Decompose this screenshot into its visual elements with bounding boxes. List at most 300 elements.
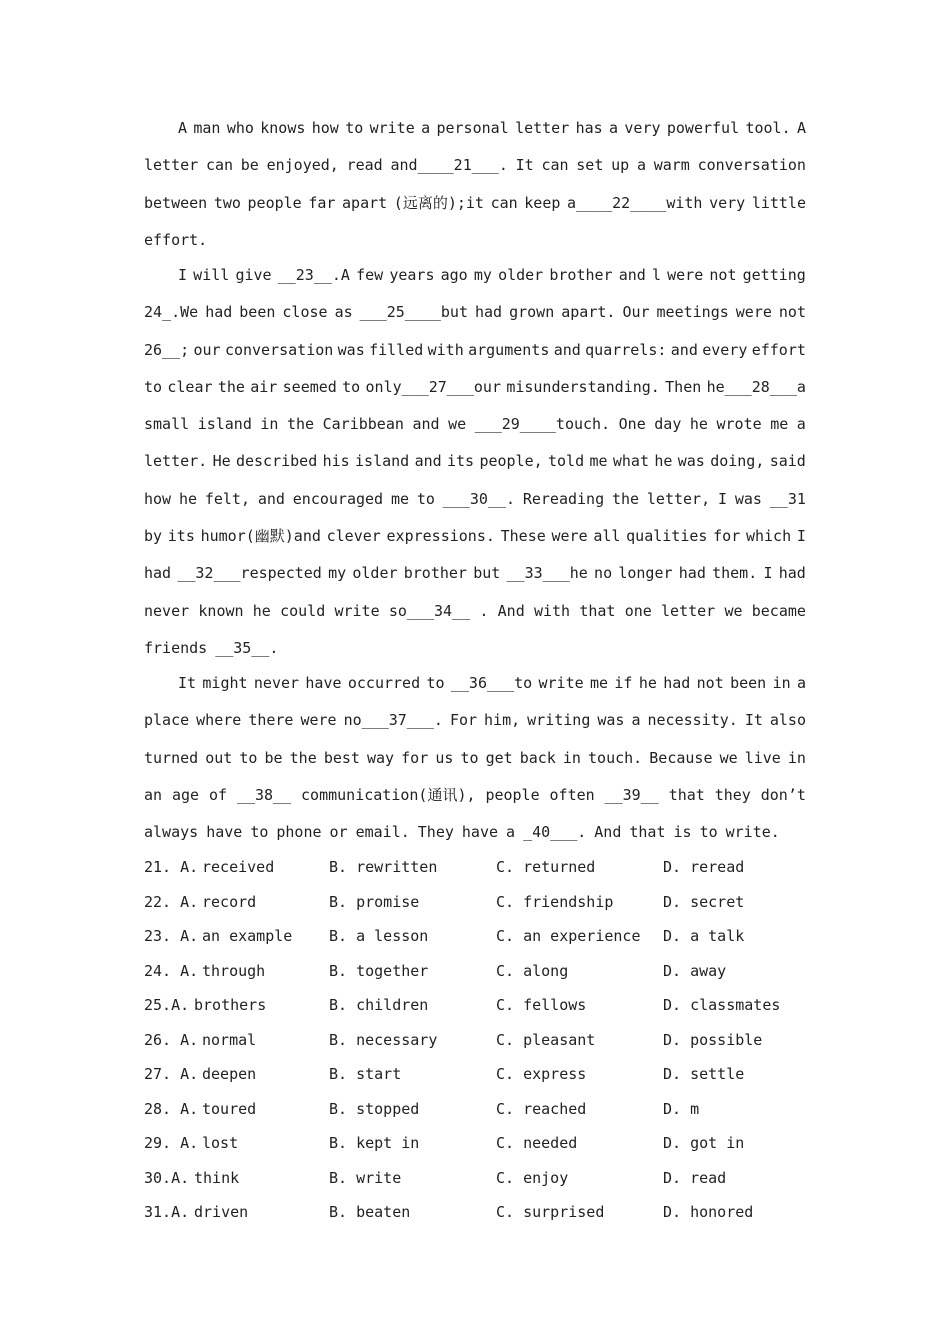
word: to bbox=[144, 377, 163, 396]
word: letter bbox=[661, 601, 716, 620]
word: I bbox=[717, 489, 727, 508]
passage-line bbox=[144, 222, 806, 259]
word: felt, bbox=[204, 489, 250, 508]
option-b: B. start bbox=[329, 1065, 402, 1083]
word: had bbox=[475, 303, 503, 322]
word: our bbox=[193, 340, 221, 359]
word: For bbox=[449, 711, 478, 730]
passage-line bbox=[144, 665, 806, 702]
word: older bbox=[352, 564, 398, 583]
word: and bbox=[553, 340, 581, 359]
word: we bbox=[448, 415, 467, 434]
passage-line bbox=[144, 257, 806, 294]
word: was bbox=[677, 452, 705, 471]
option-a: deepen bbox=[202, 1065, 257, 1083]
word: air bbox=[250, 377, 278, 396]
passage-line bbox=[144, 185, 806, 222]
word: they bbox=[714, 785, 751, 804]
word: an bbox=[144, 785, 163, 804]
word: __33___he bbox=[506, 564, 588, 583]
word: getting bbox=[742, 266, 806, 284]
word: in bbox=[772, 674, 791, 692]
word: letter bbox=[515, 119, 570, 137]
word: him, bbox=[484, 711, 521, 730]
word: small bbox=[144, 415, 190, 434]
word: and bbox=[257, 489, 285, 508]
option-row bbox=[144, 1100, 806, 1120]
word: He bbox=[212, 452, 231, 471]
passage-line bbox=[144, 518, 806, 555]
word: day bbox=[654, 415, 682, 434]
option-a: lost bbox=[202, 1134, 239, 1152]
word: to bbox=[416, 489, 435, 508]
word: have bbox=[461, 823, 499, 842]
word: in bbox=[260, 415, 279, 434]
option-a: through bbox=[202, 961, 266, 980]
option-row bbox=[144, 1203, 806, 1223]
word: often bbox=[549, 785, 595, 804]
word: __36___to bbox=[450, 674, 533, 692]
word: It bbox=[178, 674, 197, 692]
word: friends bbox=[144, 638, 208, 657]
word: told bbox=[548, 452, 585, 471]
word: not bbox=[696, 674, 724, 692]
passage-paragraph-1 bbox=[144, 110, 806, 259]
word: to bbox=[239, 748, 258, 767]
word: been bbox=[730, 674, 767, 692]
option-row bbox=[144, 962, 806, 982]
word: ago bbox=[440, 266, 468, 284]
word: give bbox=[235, 266, 272, 284]
word: powerful bbox=[666, 119, 740, 137]
word: effort. bbox=[144, 230, 208, 249]
word: my bbox=[473, 266, 492, 284]
option-d: D. read bbox=[663, 1168, 727, 1187]
word: to bbox=[345, 119, 364, 137]
word: he bbox=[654, 452, 673, 471]
word: A bbox=[178, 119, 188, 137]
option-number: 27. A. bbox=[144, 1065, 199, 1083]
word: not bbox=[709, 266, 737, 284]
word: email. bbox=[355, 823, 410, 842]
word: writing bbox=[527, 711, 591, 730]
word: write. bbox=[725, 823, 780, 842]
word: had bbox=[144, 564, 172, 583]
word: his bbox=[322, 452, 350, 471]
option-c: C. along bbox=[496, 961, 569, 980]
option-number: 22. A. bbox=[144, 892, 199, 911]
word: with bbox=[533, 601, 571, 620]
option-c: C. express bbox=[496, 1065, 587, 1083]
word: between bbox=[144, 193, 208, 212]
option-number: 31.A. bbox=[144, 1203, 190, 1221]
word: where bbox=[196, 711, 242, 730]
word: how bbox=[144, 489, 172, 508]
word: there bbox=[248, 711, 294, 730]
option-c: C. needed bbox=[496, 1134, 578, 1152]
word: no___37___. bbox=[343, 711, 443, 730]
word: apart bbox=[342, 193, 388, 212]
word: ___25____but bbox=[359, 303, 468, 322]
word: had bbox=[663, 674, 691, 692]
word: we bbox=[724, 601, 743, 620]
word: ___29____touch. bbox=[474, 415, 611, 434]
word: to bbox=[699, 823, 718, 842]
word: had bbox=[205, 303, 233, 322]
word: had bbox=[678, 564, 706, 583]
word: that bbox=[668, 785, 705, 804]
word: letter, bbox=[646, 489, 711, 508]
option-a: toured bbox=[202, 1099, 257, 1118]
word: place bbox=[144, 711, 190, 730]
word: said bbox=[769, 452, 806, 471]
word: clear bbox=[167, 377, 213, 396]
word: brother bbox=[403, 564, 467, 583]
word: if bbox=[614, 674, 633, 692]
word: up bbox=[611, 156, 630, 175]
word: write bbox=[334, 601, 380, 620]
word: _40___. bbox=[523, 823, 587, 842]
passage-line bbox=[144, 593, 806, 630]
word: or bbox=[329, 823, 348, 842]
word: he bbox=[638, 674, 657, 692]
option-number: 24. A. bbox=[144, 961, 199, 980]
option-number: 30.A. bbox=[144, 1168, 190, 1187]
word: touch. bbox=[588, 748, 643, 767]
word: I bbox=[763, 564, 773, 583]
option-row bbox=[144, 1134, 806, 1154]
word: encouraged bbox=[292, 489, 384, 508]
word: been bbox=[239, 303, 276, 322]
option-c: C. friendship bbox=[496, 892, 614, 911]
word: effort bbox=[751, 340, 806, 359]
option-row bbox=[144, 996, 806, 1016]
word: a bbox=[506, 823, 516, 842]
word: arguments bbox=[468, 340, 550, 359]
option-d: D. m bbox=[663, 1099, 700, 1118]
word: also bbox=[769, 711, 806, 730]
word: always bbox=[144, 823, 199, 842]
word: It bbox=[515, 156, 534, 175]
word: of bbox=[208, 785, 228, 804]
option-b: B. a lesson bbox=[329, 927, 429, 945]
option-a: normal bbox=[202, 1030, 257, 1049]
passage-line bbox=[144, 369, 806, 406]
word: he___28___a bbox=[706, 377, 806, 396]
word: live bbox=[744, 748, 781, 767]
word: to bbox=[250, 823, 269, 842]
word: for bbox=[401, 748, 429, 767]
word: a bbox=[631, 711, 641, 730]
word: island bbox=[355, 452, 410, 471]
word: had bbox=[778, 564, 806, 583]
word: I bbox=[796, 527, 806, 546]
word: out bbox=[205, 748, 233, 767]
option-d: D. away bbox=[663, 961, 727, 980]
word: island bbox=[197, 415, 252, 434]
word: Then bbox=[665, 377, 702, 396]
passage-line bbox=[144, 740, 806, 777]
word: expressions. bbox=[386, 527, 495, 546]
option-d: D. got in bbox=[663, 1134, 745, 1152]
passage-line bbox=[144, 406, 806, 443]
word: me bbox=[770, 415, 789, 434]
passage-line bbox=[144, 294, 806, 331]
option-d: D. settle bbox=[663, 1065, 745, 1083]
word: back bbox=[519, 748, 556, 767]
word: enjoyed, bbox=[266, 156, 339, 175]
word: way bbox=[367, 748, 395, 767]
option-a: record bbox=[202, 892, 257, 911]
word: __31 bbox=[769, 489, 806, 508]
option-b: B. write bbox=[329, 1168, 402, 1187]
word: he bbox=[178, 489, 197, 508]
word: its bbox=[167, 527, 195, 546]
passage-line bbox=[144, 702, 806, 739]
word: to bbox=[460, 748, 479, 767]
word: read bbox=[346, 156, 383, 175]
word: Caribbean bbox=[322, 415, 404, 434]
option-a: think bbox=[194, 1168, 240, 1187]
word: my bbox=[328, 564, 347, 583]
option-row bbox=[144, 927, 806, 947]
option-number: 25.A. bbox=[144, 996, 190, 1014]
word: not bbox=[778, 303, 806, 322]
word: people, bbox=[479, 452, 543, 471]
word: very bbox=[709, 193, 746, 212]
word: close bbox=[282, 303, 328, 322]
word: and bbox=[414, 452, 442, 471]
word: Rereading bbox=[522, 489, 605, 508]
word: the bbox=[289, 748, 317, 767]
word: . bbox=[479, 601, 489, 620]
word: to bbox=[342, 377, 361, 396]
word: brother bbox=[549, 266, 613, 284]
word: as bbox=[334, 303, 353, 322]
passage-paragraph-2 bbox=[144, 257, 806, 667]
word: never bbox=[144, 601, 190, 620]
passage-line bbox=[144, 147, 806, 184]
word: be bbox=[240, 156, 259, 175]
word: became bbox=[751, 601, 806, 620]
word: one bbox=[624, 601, 652, 620]
word: will bbox=[193, 266, 230, 284]
word: we bbox=[719, 748, 738, 767]
word: that bbox=[629, 823, 666, 842]
word: man bbox=[193, 119, 221, 137]
word: knows bbox=[260, 119, 306, 137]
word: is bbox=[673, 823, 692, 842]
word: only___27___our bbox=[365, 377, 501, 396]
word: so___34__ bbox=[388, 601, 471, 620]
word: personal bbox=[436, 119, 509, 137]
word: letter. bbox=[144, 452, 208, 471]
word: years bbox=[389, 266, 435, 284]
option-number: 26. A. bbox=[144, 1030, 199, 1049]
word: but bbox=[473, 564, 501, 583]
option-number: 21. A. bbox=[144, 858, 199, 876]
word: few bbox=[356, 266, 384, 284]
word: them. bbox=[712, 564, 758, 583]
word: __39__ bbox=[604, 785, 659, 804]
word: me bbox=[590, 674, 609, 692]
word: seemed bbox=[282, 377, 337, 396]
word: It bbox=[744, 711, 763, 730]
option-b: B. rewritten bbox=[329, 858, 438, 876]
word: a bbox=[796, 415, 806, 434]
word: people bbox=[485, 785, 540, 804]
word: that bbox=[579, 601, 616, 620]
word: necessity. bbox=[647, 711, 738, 730]
word: occurred bbox=[347, 674, 421, 692]
word: longer bbox=[618, 564, 673, 583]
word: for bbox=[713, 527, 741, 546]
passage-paragraph-3 bbox=[144, 665, 806, 851]
word: he bbox=[689, 415, 708, 434]
passage-line bbox=[144, 777, 806, 814]
word: ___30__. bbox=[442, 489, 515, 508]
option-row bbox=[144, 1169, 806, 1189]
word: the bbox=[611, 489, 640, 508]
word: letter bbox=[144, 156, 199, 175]
word: were bbox=[551, 527, 588, 546]
word: little bbox=[751, 193, 806, 212]
word: And bbox=[594, 823, 622, 842]
passage-line bbox=[144, 443, 806, 480]
word: One bbox=[618, 415, 646, 434]
option-d: D. honored bbox=[663, 1203, 754, 1221]
word: and bbox=[670, 340, 698, 359]
option-number: 29. A. bbox=[144, 1134, 199, 1152]
word: with bbox=[427, 340, 464, 359]
word: l bbox=[651, 266, 661, 284]
word: And bbox=[497, 601, 525, 620]
word: clever bbox=[326, 527, 381, 546]
word: filled bbox=[369, 340, 424, 359]
word: its bbox=[447, 452, 475, 471]
word: to bbox=[426, 674, 445, 692]
word: have bbox=[206, 823, 243, 842]
word: in bbox=[787, 748, 806, 767]
word: never bbox=[253, 674, 300, 692]
word: and____21___. bbox=[390, 156, 508, 175]
option-c: C. enjoy bbox=[496, 1168, 569, 1187]
word: can bbox=[490, 193, 518, 212]
word: which bbox=[745, 527, 792, 546]
word: the bbox=[287, 415, 315, 434]
word: 24_.We bbox=[144, 303, 199, 322]
word: tool. bbox=[745, 119, 791, 137]
word: be bbox=[264, 748, 283, 767]
word: phone bbox=[276, 823, 322, 842]
option-a: brothers bbox=[194, 996, 267, 1014]
word: qualities bbox=[626, 527, 708, 546]
option-number: 28. A. bbox=[144, 1099, 199, 1118]
option-d: D. a talk bbox=[663, 927, 745, 945]
word: humor(幽默)and bbox=[200, 527, 321, 546]
option-c: C. an experience bbox=[496, 927, 641, 945]
option-c: C. returned bbox=[496, 858, 596, 876]
option-row bbox=[144, 893, 806, 913]
word: doing, bbox=[710, 452, 765, 471]
word: apart. bbox=[561, 303, 616, 322]
passage-line bbox=[144, 630, 806, 667]
word: __35__. bbox=[215, 638, 279, 657]
option-number: 23. A. bbox=[144, 927, 199, 945]
word: set bbox=[576, 156, 604, 175]
word: in bbox=[562, 748, 581, 767]
word: have bbox=[305, 674, 342, 692]
word: was bbox=[597, 711, 625, 730]
word: described bbox=[235, 452, 318, 471]
option-a: an example bbox=[202, 927, 293, 945]
word: all bbox=[593, 527, 621, 546]
option-d: D. reread bbox=[663, 858, 745, 876]
word: __38__ bbox=[236, 785, 292, 804]
word: a bbox=[421, 119, 431, 137]
word: __23__.A bbox=[277, 266, 350, 284]
option-a: driven bbox=[194, 1203, 249, 1221]
word: has bbox=[575, 119, 603, 137]
word: and bbox=[618, 266, 646, 284]
word: a bbox=[636, 156, 646, 175]
word: who bbox=[226, 119, 254, 137]
word: write bbox=[538, 674, 584, 692]
option-d: D. classmates bbox=[663, 996, 781, 1014]
option-b: B. children bbox=[329, 996, 429, 1014]
word: two bbox=[213, 193, 241, 212]
word: was bbox=[734, 489, 762, 508]
option-a: received bbox=[202, 858, 275, 876]
word: A bbox=[796, 119, 806, 137]
word: by bbox=[144, 527, 163, 546]
option-c: C. reached bbox=[496, 1099, 587, 1118]
passage-line bbox=[144, 814, 806, 851]
passage-line bbox=[144, 481, 806, 518]
word: don’t bbox=[760, 785, 806, 804]
word: quarrels: bbox=[585, 340, 667, 359]
word: can bbox=[205, 156, 234, 175]
word: were bbox=[667, 266, 704, 284]
word: warm bbox=[653, 156, 690, 175]
word: could bbox=[280, 601, 326, 620]
word: wrote bbox=[716, 415, 762, 434]
word: These bbox=[500, 527, 546, 546]
word: a____22____with bbox=[567, 193, 703, 212]
word: They bbox=[417, 823, 454, 842]
word: (远离的);it bbox=[393, 193, 484, 212]
option-row bbox=[144, 1031, 806, 1051]
option-b: B. necessary bbox=[329, 1030, 438, 1049]
word: far bbox=[308, 193, 336, 212]
passage-line bbox=[144, 555, 806, 592]
word: what bbox=[612, 452, 649, 471]
option-b: B. together bbox=[329, 961, 429, 980]
option-c: C. fellows bbox=[496, 996, 587, 1014]
word: people bbox=[247, 193, 302, 212]
option-row bbox=[144, 1065, 806, 1085]
word: he bbox=[252, 601, 271, 620]
word: age bbox=[171, 785, 200, 804]
word: were bbox=[300, 711, 337, 730]
passage-line bbox=[144, 332, 806, 369]
word: how bbox=[311, 119, 339, 137]
word: no bbox=[594, 564, 613, 583]
word: conversation bbox=[697, 156, 806, 175]
word: and bbox=[412, 415, 440, 434]
word: a bbox=[609, 119, 619, 137]
word: keep bbox=[524, 193, 561, 212]
